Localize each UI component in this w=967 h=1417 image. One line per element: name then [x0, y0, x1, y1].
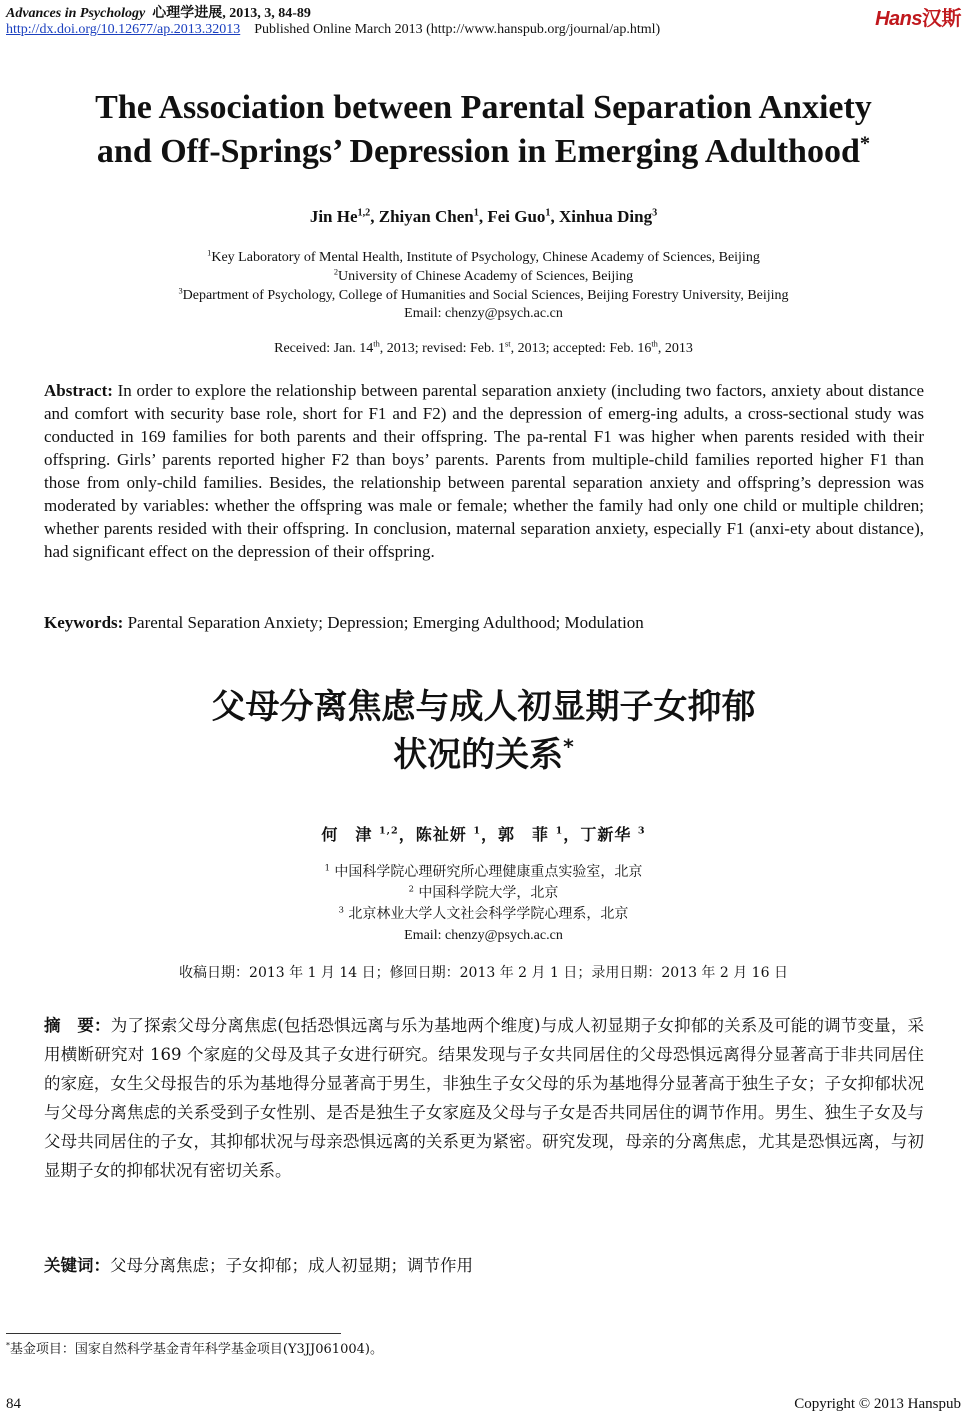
logo-text-cn: 汉斯 [922, 8, 961, 30]
journal-name-cn: 心理学进展, 2013, 3, 84-89 [152, 6, 311, 21]
title-cn-line1: 父母分离焦虑与成人初显期子女抑郁 [211, 687, 756, 727]
page-number: 84 [6, 1396, 21, 1412]
keywords-label: Keywords: [44, 613, 124, 632]
affiliation-en-1: $^1$Key Laboratory of Mental Health, Institute of Psychology, Chinese Academy of Sciences, Beijing [207, 248, 760, 265]
abstract-en [44, 379, 924, 563]
abstract-cn-text: 为了探索父母分离焦虑(包括恐惧远离与乐为基地两个维度)与成人初显期子女抑郁的关系及可能的调节变量，采用横断研究对 169 个家庭的父母及其子女进行研究。结果发现与子女共同居住的父母恐惧远离得分显著高于非共同居住的家庭，女生父母报告的乐为基地得分显著高于男生，非独生子女父母的乐为基地得分显著高于独生子女；子女抑郁状况与父母分离焦虑的关系受到子女性别、是否是独生子女家庭及父母与子女是否共同居住的调节作用。男生、独生子女及与父母共同居住的子女，其抑郁状况与母亲恐惧远离的关系更为紧密。研究发现，母亲的分离焦虑，尤其是恐惧远离，与初显期子女的抑郁状况有密切关系。 [44, 1016, 925, 1180]
journal-header [6, 2, 311, 22]
abstract-label: Abstract: [44, 381, 113, 400]
title-cn-footnote-mark: * [563, 734, 574, 759]
paper-title-cn [0, 683, 967, 779]
author: 陈祉妍 $^1$， [415, 825, 499, 844]
abstract-cn-label: 摘 要： [44, 1016, 111, 1035]
title-cn-line2-text: 状况的关系 [393, 735, 564, 775]
email-cn: Email: chenzy@psych.ac.cn [404, 928, 563, 943]
keywords-cn [44, 1252, 473, 1276]
author: Zhiyan Chen$^1$, [378, 207, 488, 226]
author-list-cn [0, 822, 967, 845]
footnote-text: 基金项目：国家自然科学基金青年科学基金项目(Y3JJ061004)。 [9, 1342, 383, 1357]
title-en-line1: The Association between Parental Separation Anxiety [95, 89, 872, 126]
title-en-line2 [0, 130, 967, 174]
author: 何 津 $^{1,2}$， [321, 825, 416, 844]
title-en-line2-text: and Off-Springs’ Depression in Emerging Adulthood [96, 133, 860, 170]
logo-text-en: Hans [875, 8, 922, 30]
abstract-text: In order to explore the relationship between parental separation anxiety (including two factors, anxiety about distance and comfort with security base role, short for F1 and F2) and the depression of emerg-ing adults, a cross-sectional study was conducted in 169 families for both parents and their offspring. The pa-rental F1 was higher when parents resided with their offspring. Girls’ parents reported higher F2 than boys’ parents. Parents from multiple-child families reported higher F1 than those from only-child families. Besides, the relationship between parental separation anxiety and offspring’s depression was moderated by variables: whether the offspring was male or female; whether the family had only one child or multiple children; whether parents resided with their offspring. In conclusion, maternal separation anxiety, especially F1 (anxi-ety about distance), had significant effect on the depression of their offspring. [44, 381, 924, 561]
author-list-en [0, 207, 967, 227]
journal-name-en: Advances in Psychology [6, 6, 146, 21]
keywords-text: Parental Separation Anxiety; Depression; Emerging Adulthood; Modulation [127, 613, 644, 632]
footnote [6, 1338, 383, 1357]
paper-title-en [0, 86, 967, 174]
hanspub-logo [875, 2, 961, 31]
keywords-cn-text: 父母分离焦虑；子女抑郁；成人初显期；调节作用 [110, 1256, 473, 1275]
author: Xinhua Ding$^3$ [559, 207, 658, 226]
doi-line [6, 22, 660, 38]
affiliation-cn-2: $^2$ 中国科学院大学，北京 [408, 883, 559, 901]
received-dates-en: Received: Jan. 14th, 2013; revised: Feb. 1st, 2013; accepted: Feb. 16th, 2013 [274, 339, 693, 356]
abstract-cn [44, 1011, 924, 1185]
footnote-rule [6, 1333, 341, 1334]
author: 郭 菲 $^1$， [498, 825, 581, 844]
received-dates-cn: 收稿日期：2013 年 1 月 14 日；修回日期：2013 年 2 月 1 日；录用日期：2013 年 2 月 16 日 [179, 965, 788, 981]
email-en: Email: chenzy@psych.ac.cn [404, 306, 563, 321]
author: Jin He$^{1,2}$, [309, 207, 379, 226]
author: 丁新华 $^3$ [580, 825, 646, 844]
affiliation-en-3: $^3$Department of Psychology, College of Humanities and Social Sciences, Beijing Forestry University, Beijing [178, 286, 789, 303]
author: Fei Guo$^1$, [487, 207, 559, 226]
affiliation-cn-3: $^3$ 北京林业大学人文社会科学学院心理系，北京 [338, 904, 629, 922]
title-cn-line2 [0, 731, 967, 779]
doi-link[interactable]: http://dx.doi.org/10.12677/ap.2013.32013 [6, 22, 241, 37]
affiliation-cn-1: $^1$ 中国科学院心理研究所心理健康重点实验室，北京 [324, 862, 643, 880]
footnote-mark: * [6, 1340, 10, 1350]
published-note: Published Online March 2013 (http://www.hanspub.org/journal/ap.html) [254, 22, 661, 37]
keywords-cn-label: 关键词： [44, 1256, 110, 1275]
affiliation-en-2: $^2$University of Chinese Academy of Sciences, Beijing [333, 267, 634, 284]
title-en-footnote-mark: * [859, 132, 871, 155]
keywords-en [44, 613, 644, 633]
copyright: Copyright © 2013 Hanspub [794, 1396, 961, 1412]
